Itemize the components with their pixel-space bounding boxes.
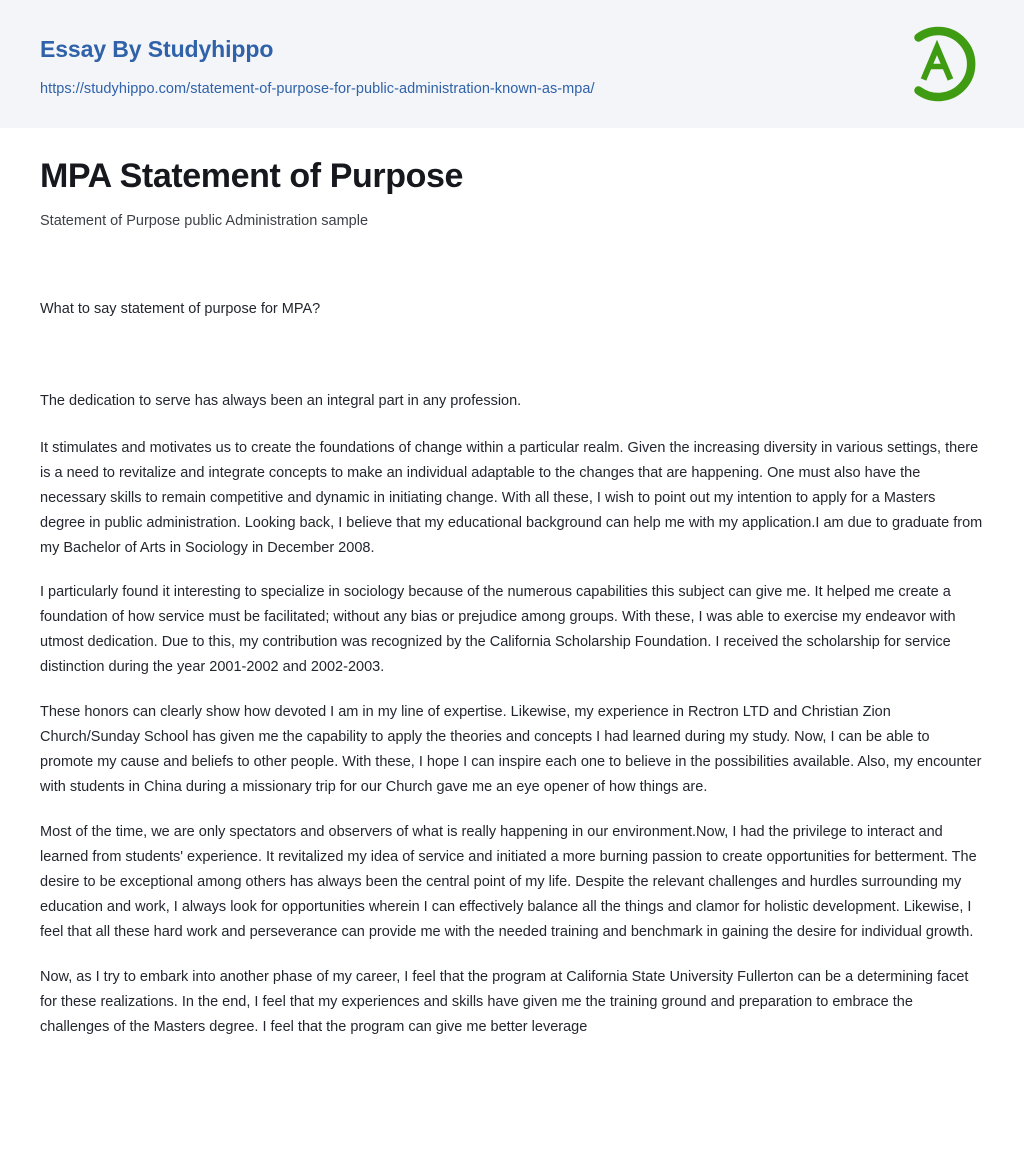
essay-paragraph: The dedication to serve has always been an integral part in any profession. [40,392,522,409]
essay-content [40,389,984,1040]
page-title: MPA Statement of Purpose [40,157,464,195]
site-header [0,0,1024,128]
studyhippo-a-circle-logo-icon [894,21,980,107]
essay-paragraph: Most of the time, we are only spectators and observers of what is really happening in our environment.Now, I had the privilege to interact and learned from students' experience. It revitalized my idea of service and initiated a more burning passion to create opportunities for betterment. The desire to be exceptional among others has always been the central point of my life. Despite the relevant challenges and hurdles surrounding my education and work, I always look for opportunities wherein I can effectively balance all the things and clamor for holistic development. Likewise, I feel that all these hard work and perseverance can provide me with the needed training and benchmark in gaining the desire for individual growth. [40,823,977,940]
essay-question: What to say statement of purpose for MPA? [40,301,321,318]
brand-name: Essay By Studyhippo [40,35,274,62]
source-url[interactable]: https://studyhippo.com/statement-of-purpose-for-public-administration-known-as-mpa/ [40,81,595,98]
document-body [0,128,1024,1079]
essay-paragraph: I particularly found it interesting to specialize in sociology because of the numerous capabilities this subject can give me. It helped me create a foundation of how service must be facilitated; without any bias or prejudice among groups. With these, I was able to exercise my endeavor with utmost dedication. Due to this, my contribution was recognized by the California Scholarship Foundation. I received the scholarship for service distinction during the year 2001-2002 and 2002-2003. [40,584,956,676]
header-inner [40,0,984,128]
essay-paragraph: It stimulates and motivates us to create the foundations of change within a particular realm. Given the increasing diversity in various settings, there is a need to revitalize and integrate concepts to make an individual adaptable to the changes that are happening. One must also have the necessary skills to remain competitive and dynamic in initiating change. With all these, I wish to point out my intention to apply for a Masters degree in public administration. Looking back, I believe that my educational background can help me with my application.I am due to graduate from my Bachelor of Arts in Sociology in December 2008. [40,439,983,556]
essay-paragraph: These honors can clearly show how devoted I am in my line of expertise. Likewise, my experience in Rectron LTD and Christian Zion Church/Sunday School has given me the capability to apply the theories and concepts I had learned during my study. Now, I can be able to promote my cause and beliefs to other people. With these, I hope I can inspire each one to believe in the possibilities available. Also, my encounter with students in China during a missionary trip for our Church gave me an eye opener of how things are. [40,704,982,796]
brand-block [40,30,595,99]
page-subtitle: Statement of Purpose public Administration sample [40,212,369,229]
essay-paragraph: Now, as I try to embark into another phase of my career, I feel that the program at California State University Fullerton can be a determining facet for these realizations. In the end, I feel that my experiences and skills have given me the training ground and preparation to embrace the challenges of the Masters degree. I feel that the program can give me better leverage [40,968,969,1035]
